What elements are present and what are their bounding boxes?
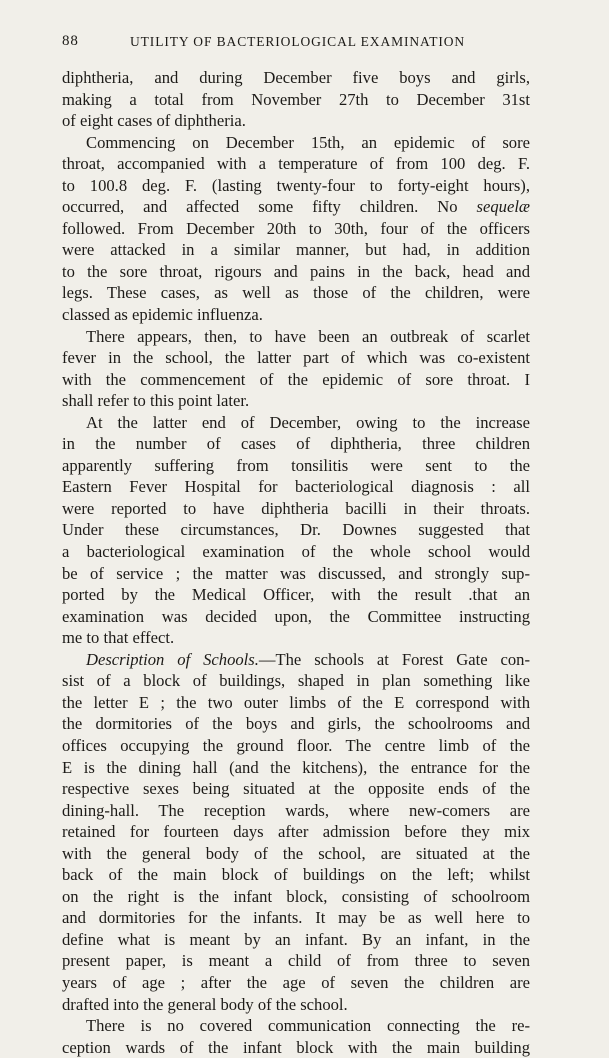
text-line [62,627,530,649]
line-text: fever in the school, the latter part of which was co-existent [62,348,530,368]
body-text [62,67,530,1058]
text-line [62,606,530,628]
line-text: were reported to have diphtheria bacilli in their throats. [62,498,530,518]
text-line [62,541,530,563]
line-text: ception wards of the infant block with the main building [62,1037,530,1057]
line-text: making a total from November 27th to December 31st [62,89,530,109]
text-line [62,649,530,671]
text-line [62,692,530,714]
line-text: apparently suffering from tonsilitis were sent to the [62,455,530,475]
section-heading: Description of Schools. [86,649,259,669]
line-text: Under these circumstances, Dr. Downes suggested that [62,520,530,540]
text-line [62,843,530,865]
line-text: offices occupying the ground floor. The centre limb of the [62,735,530,755]
line-text: examination was decided upon, the Committee instructing [62,606,530,626]
line-text: classed as epidemic influenza. [62,305,263,325]
line-text: drafted into the general body of the school. [62,994,348,1014]
text-line [62,563,530,585]
line-text: were attacked in a similar manner, but had, in addition [62,240,530,260]
text-line [62,196,530,218]
text-line [62,390,530,412]
text-line [62,261,530,283]
line-text: with the commencement of the epidemic of sore throat. I [62,369,530,389]
line-text: throat, accompanied with a temperature of from 100 deg. F. [62,154,530,174]
text-line [62,950,530,972]
text-line [62,110,530,132]
text-line [62,713,530,735]
text-line [62,455,530,477]
text-line [62,89,530,111]
text-line [62,800,530,822]
italic-term: sequelæ [476,197,530,217]
line-text: me to that effect. [62,628,175,648]
line-text: diphtheria, and during December five boys and girls, [62,68,530,87]
text-line [62,326,530,348]
line-text: Eastern Fever Hospital for bacteriological diagnosis : all [62,477,530,497]
line-text: retained for fourteen days after admission before they mix [62,822,530,842]
text-line [62,175,530,197]
text-line [62,519,530,541]
text-line [62,584,530,606]
text-line [62,239,530,261]
line-text: with the general body of the school, are situated at the [62,843,530,863]
line-text: and dormitories for the infants. It may be as well here to [62,908,530,928]
page-header [62,33,532,53]
line-text: Commencing on December 15th, an epidemic of sore [86,132,530,152]
text-line [62,864,530,886]
line-text: present paper, is meant a child of from three to seven [62,951,530,971]
text-line [62,757,530,779]
text-line [62,304,530,326]
line-text: years of age ; after the age of seven the children are [62,972,530,992]
text-line [62,282,530,304]
line-text: in the number of cases of diphtheria, three children [62,434,530,454]
line-text: —The schools at Forest Gate con- [258,649,530,669]
line-text: the letter E ; the two outer limbs of the E correspond with [62,692,530,712]
line-text: E is the dining hall (and the kitchens), the entrance for the [62,757,530,777]
line-text: define what is meant by an infant. By an infant, in the [62,929,530,949]
line-text: of eight cases of diphtheria. [62,111,246,131]
text-line [62,886,530,908]
text-line [62,412,530,434]
line-text: There appears, then, to have been an outbreak of scarlet [86,326,530,346]
line-text: a bacteriological examination of the whole school would [62,542,530,562]
text-line [62,907,530,929]
page-number: 88 [62,33,79,49]
text-line [62,778,530,800]
line-text: legs. These cases, as well as those of the children, were [62,283,530,303]
text-line [62,1037,530,1058]
text-line [62,929,530,951]
line-text: shall refer to this point later. [62,391,250,411]
text-line [62,821,530,843]
text-line [62,433,530,455]
text-line [62,670,530,692]
line-text: on the right is the infant block, consisting of schoolroom [62,886,530,906]
text-line [62,994,530,1016]
text-line [62,347,530,369]
text-line [62,476,530,498]
text-line [62,1015,530,1037]
line-text: followed. From December 20th to 30th, four of the officers [62,218,530,238]
line-text: sist of a block of buildings, shaped in plan something like [62,671,530,691]
line-text: dining-hall. The reception wards, where new-comers are [62,800,530,820]
line-text: ported by the Medical Officer, with the result .that an [62,585,530,605]
text-line [62,153,530,175]
line-text: At the latter end of December, owing to the increase [86,412,530,432]
line-text: to the sore throat, rigours and pains in the back, head and [62,261,530,281]
line-text: There is no covered communication connecting the re- [86,1016,530,1036]
line-text: occurred, and affected some fifty children. No [62,197,458,217]
text-line [62,972,530,994]
line-text: back of the main block of buildings on the left; whilst [62,865,530,885]
line-text: the dormitories of the boys and girls, the schoolrooms and [62,714,530,734]
text-line [62,498,530,520]
text-line [62,67,530,89]
text-line [62,218,530,240]
text-line [62,735,530,757]
line-text: respective sexes being situated at the opposite ends of the [62,779,530,799]
line-text: be of service ; the matter was discussed, and strongly sup- [62,563,530,583]
text-line [62,132,530,154]
text-line [62,369,530,391]
line-text: to 100.8 deg. F. (lasting twenty-four to forty-eight hours), [62,175,530,195]
running-title: UTILITY OF BACTERIOLOGICAL EXAMINATION [130,34,466,49]
